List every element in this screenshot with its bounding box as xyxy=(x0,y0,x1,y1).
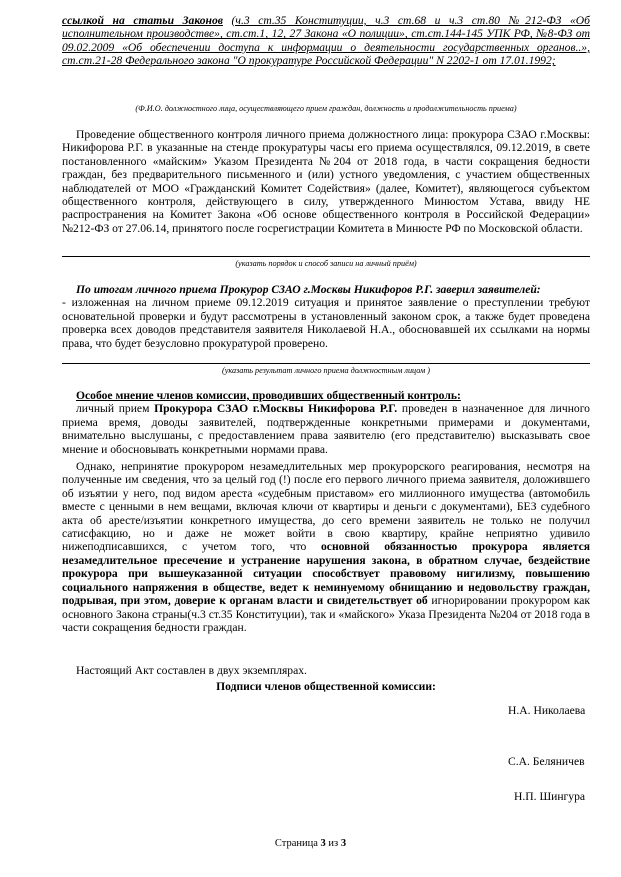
divider-line xyxy=(62,363,590,364)
caption-order: (указать порядок и способ записи на личный приём) xyxy=(235,259,417,268)
control-paragraph xyxy=(62,128,590,235)
law-references xyxy=(62,14,590,68)
control-paragraph-text: Проведение общественного контроля личного приема должностного лица: прокурора СЗАО г.Москвы: Никифорова Р.Г. в указанные на стенде прокуратуры часы его приема осуществлялся, 09.12.2019, в свете постановленного «майским» Указом Президента №204 от 2018 года, в части сокращения бедности граждан, без предварительного письменного и (или) устного уведомления, с участием общественных наблюдателей от МОО «Гражданский Комитет Содействия» (далее, Комитет), являющегося субъектом общественного контроля, действующего в силу, утвержденного Минюстом Устава, ввиду НЕ распространения на Комитет Закона «Об основе общественного контроля в Российской Федерации» №212-ФЗ от 27.06.14, принятого после госрегистрации Комитета в Минюсте РФ по Московской области. xyxy=(62,128,590,235)
opinion-heading: Особое мнение членов комиссии, проводивших общественный контроль: xyxy=(76,389,461,402)
results-section xyxy=(62,283,590,350)
signature-belyanichev: С.А. Беляничев xyxy=(508,755,585,768)
footer-label: Страница xyxy=(274,838,318,849)
opinion-p1-start: личный прием xyxy=(76,402,155,416)
law-references-text: (ч.3 ст.35 Конституции, ч.3 ст.68 и ч.3 ст.80 №212-ФЗ «Об исполнительном производстве», ст.ст.1, 12, 27 Закона «О полиции», ст.ст.144-145 УПК РФ, №8-ФЗ от 09.02.2009 «Об обеспечении доступа к информации о деятельности государственных органов..», ст.ст.21-28 Федерального закона "О прокуратуре Российской Федерации" N 2202-1 от 17.01.1992; xyxy=(62,14,590,68)
signature-nikolaeva: Н.А. Николаева xyxy=(508,704,586,717)
opinion-section xyxy=(62,389,590,634)
opinion-p2-end: игнорировании прокурором как основного Закона страны(ч.3 ст.35 Конституции), так и «майского» Указа Президента №204 от 2018 года в части сокращения бедности граждан. xyxy=(62,594,591,634)
opinion-p1-bold: Прокурора СЗАО г.Москвы Никифорова Р.Г. xyxy=(154,402,398,416)
footer-separator: из xyxy=(328,838,339,849)
caption-fio: (Ф.И.О. должностного лица, осуществляющего прием граждан, должность и продолжительность приема) xyxy=(135,104,517,113)
opinion-p1-end: проведен в назначенное для личного приема время, доводы заявителей, подтвержденные конкретными примерами и документами, внимательно выслушаны, с предоставлением права заявителю (его представителю) высказывать свое мнение и обосновывать конкретными нормами права. xyxy=(62,402,590,456)
footer-total-pages: 3 xyxy=(340,838,347,849)
opinion-paragraph-2 xyxy=(62,460,590,634)
opinion-p2-bold: основной обязанностью прокурора является незамедлительное пресечение и устранение нарушения закона, в обратном случае, бездействие прокурора при вышеуказанной ситуации способствует правовому нигилизму, повышению социального напряжения в обществе, ведет к неминуемому обнищанию и недовольству граждан, подрывая, при этом, доверие к органам власти и свидетельствует об xyxy=(62,540,590,608)
divider-line xyxy=(62,256,590,257)
page-footer xyxy=(0,837,621,850)
law-references-lead: ссылкой на статьи Законов xyxy=(62,14,223,27)
opinion-paragraph-1 xyxy=(62,402,590,456)
act-sentence: Настоящий Акт составлен в двух экземплярах. xyxy=(76,664,307,677)
caption-result: (указать результат личного приема должностным лицом ) xyxy=(221,366,431,375)
signatures-heading: Подписи членов общественной комиссии: xyxy=(216,680,436,693)
footer-current-page: 3 xyxy=(320,838,326,849)
signature-shingura: Н.П. Шингура xyxy=(514,790,586,803)
opinion-p2-start: Однако, непринятие прокурором незамедлительных мер прокурорского реагирования, несмотря на полученные им сведения, что за целый год (!) после его первого личного приема заявителя, доложившего об изъятии у него, под видом ареста «судебным приставом» его миллионного имущества (автомобиль вместе с ценными в нем вещами, включая ключи от квартиры и деньги с документами), БЕЗ судебного акта об аресте/изъятии конкретного имущества, до сего времени заявитель не только не получил сатисфакцию, но и даже не может войти в свою квартиру, крайне неприятно удивило нижеподписавшихся, с учетом того, что xyxy=(62,460,590,554)
results-text: - изложенная на личном приеме 09.12.2019 ситуация и принятое заявление о преступлении требуют основательной проверки и будут рассмотрены в установленный законом срок, а также будет проведена проверка всех доводов представителя заявителя Николаевой Н.А., обосновавшей их ссылками на нормы права, что будет безусловно прокуратурой проверено. xyxy=(62,296,590,350)
results-heading: По итогам личного приема Прокурор СЗАО г.Москвы Никифоров Р.Г. заверил заявителей: xyxy=(76,283,541,296)
